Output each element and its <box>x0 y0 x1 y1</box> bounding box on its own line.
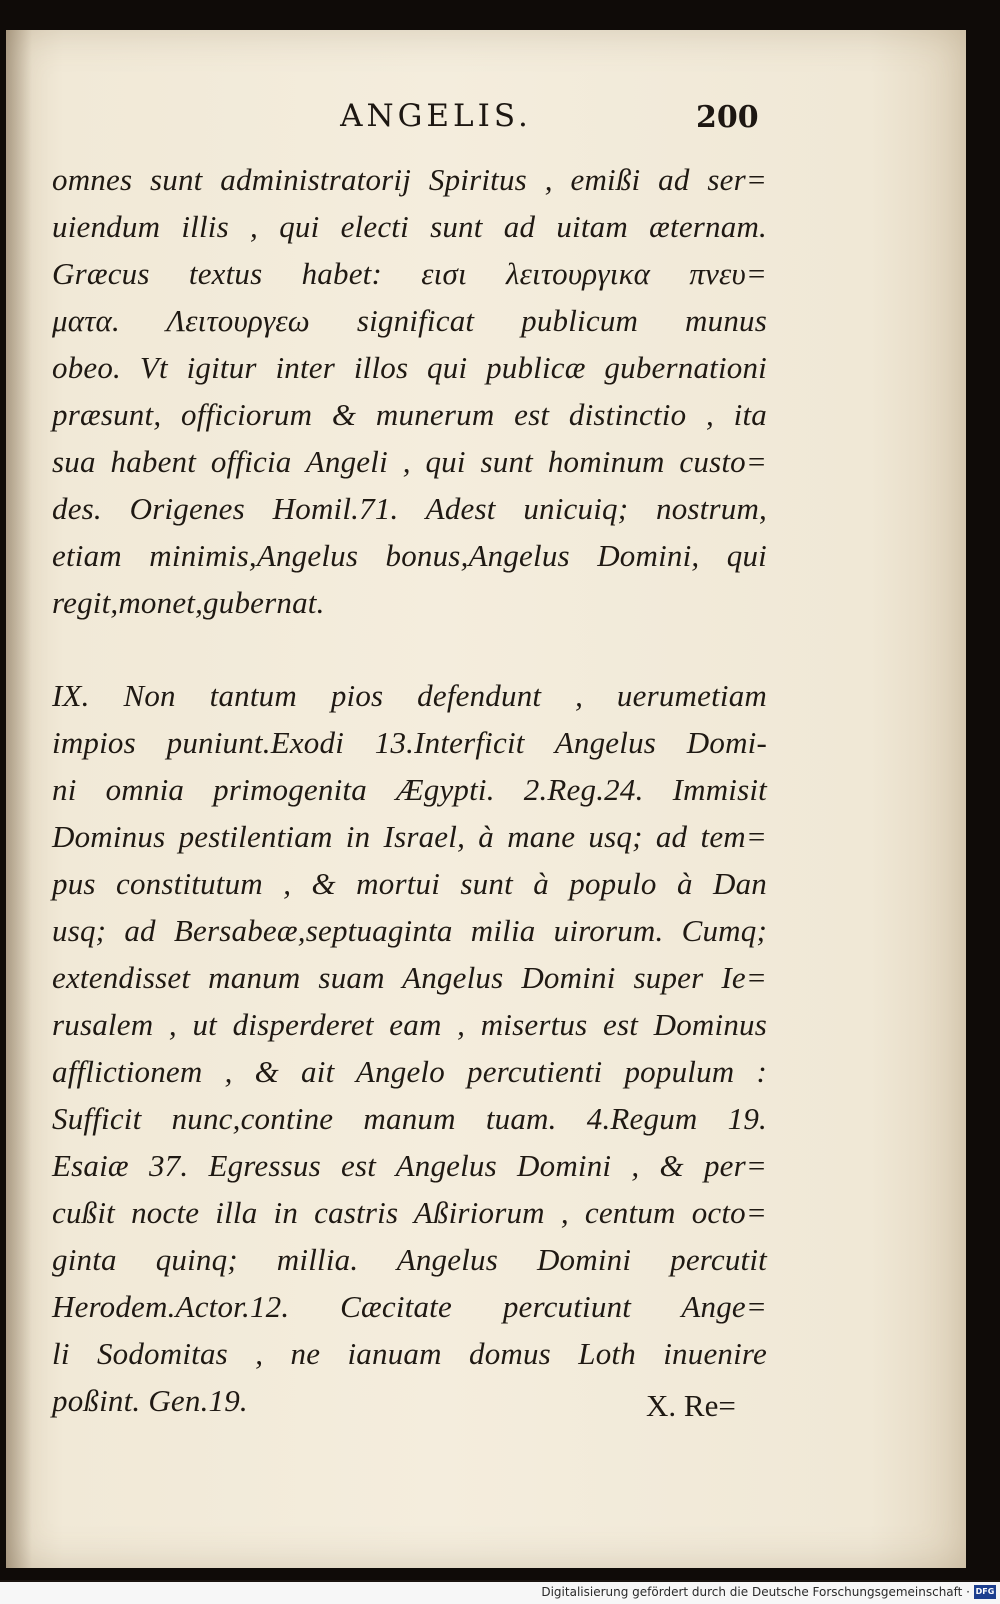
text-line: des. Origenes Homil.71. Adest unicuiq; nostrum, <box>52 491 767 526</box>
text-line: Græcus textus habet: εισι λειτουργικα πνευ= <box>52 256 767 291</box>
text-line: Sufficit nunc,contine manum tuam. 4.Regum 19. <box>52 1101 767 1136</box>
text-line: Herodem.Actor.12. Cæcitate percutiunt Ange= <box>52 1289 767 1324</box>
dfg-logo-icon: DFG <box>974 1585 996 1599</box>
text-line: ματα. Λειτουργεω significat publicum munus <box>52 303 767 338</box>
page-number: 200 <box>696 100 759 135</box>
paragraph-gap <box>52 626 767 672</box>
text-line: ginta quinq; millia. Angelus Domini percutit <box>52 1242 767 1277</box>
text-line: cußit nocte illa in castris Aßiriorum , centum octo= <box>52 1195 767 1230</box>
text-line: Esaiæ 37. Egressus est Angelus Domini , & per= <box>52 1148 767 1183</box>
funding-credit: Digitalisierung gefördert durch die Deutsche Forschungsgemeinschaft · <box>541 1585 970 1599</box>
page-header <box>6 98 966 148</box>
text-line: extendisset manum suam Angelus Domini super Ie= <box>52 960 767 995</box>
text-line: obeo. Vt igitur inter illos qui publicæ gubernationi <box>52 350 767 385</box>
gutter-shadow <box>6 30 32 1568</box>
text-line: afflictionem , & ait Angelo percutienti populum : <box>52 1054 767 1089</box>
running-head: ANGELIS. <box>340 98 532 134</box>
text-line: usq; ad Bersabeæ,septuaginta milia uirorum. Cumq; <box>52 913 767 948</box>
text-line: Dominus pestilentiam in Israel, à mane usq; ad tem= <box>52 819 767 854</box>
text-line: sua habent officia Angeli , qui sunt hominum custo= <box>52 444 767 479</box>
text-line: ni omnia primogenita Ægypti. 2.Reg.24. Immisit <box>52 772 767 807</box>
text-line: regit,monet,gubernat. <box>52 585 325 620</box>
text-line: omnes sunt administratorij Spiritus , emißi ad ser= <box>52 162 767 197</box>
text-line: pus constitutum , & mortui sunt à populo à Dan <box>52 866 767 901</box>
section-heading-line: IX. Non tantum pios defendunt , uerumetiam <box>52 678 767 713</box>
text-line: poßint. Gen.19. <box>52 1383 248 1418</box>
text-line: præsunt, officiorum & munerum est distinctio , ita <box>52 397 767 432</box>
text-line: uiendum illis , qui electi sunt ad uitam æternam. <box>52 209 767 244</box>
catchword: X. Re= <box>646 1388 736 1423</box>
body-text <box>52 156 767 1424</box>
digitization-footer <box>0 1582 1000 1604</box>
book-page <box>6 30 966 1568</box>
text-line: li Sodomitas , ne ianuam domus Loth inuenire <box>52 1336 767 1371</box>
text-line: rusalem , ut disperderet eam , misertus est Dominus <box>52 1007 767 1042</box>
text-line: etiam minimis,Angelus bonus,Angelus Domini, qui <box>52 538 767 573</box>
text-line: impios puniunt.Exodi 13.Interficit Angelus Domi- <box>52 725 767 760</box>
